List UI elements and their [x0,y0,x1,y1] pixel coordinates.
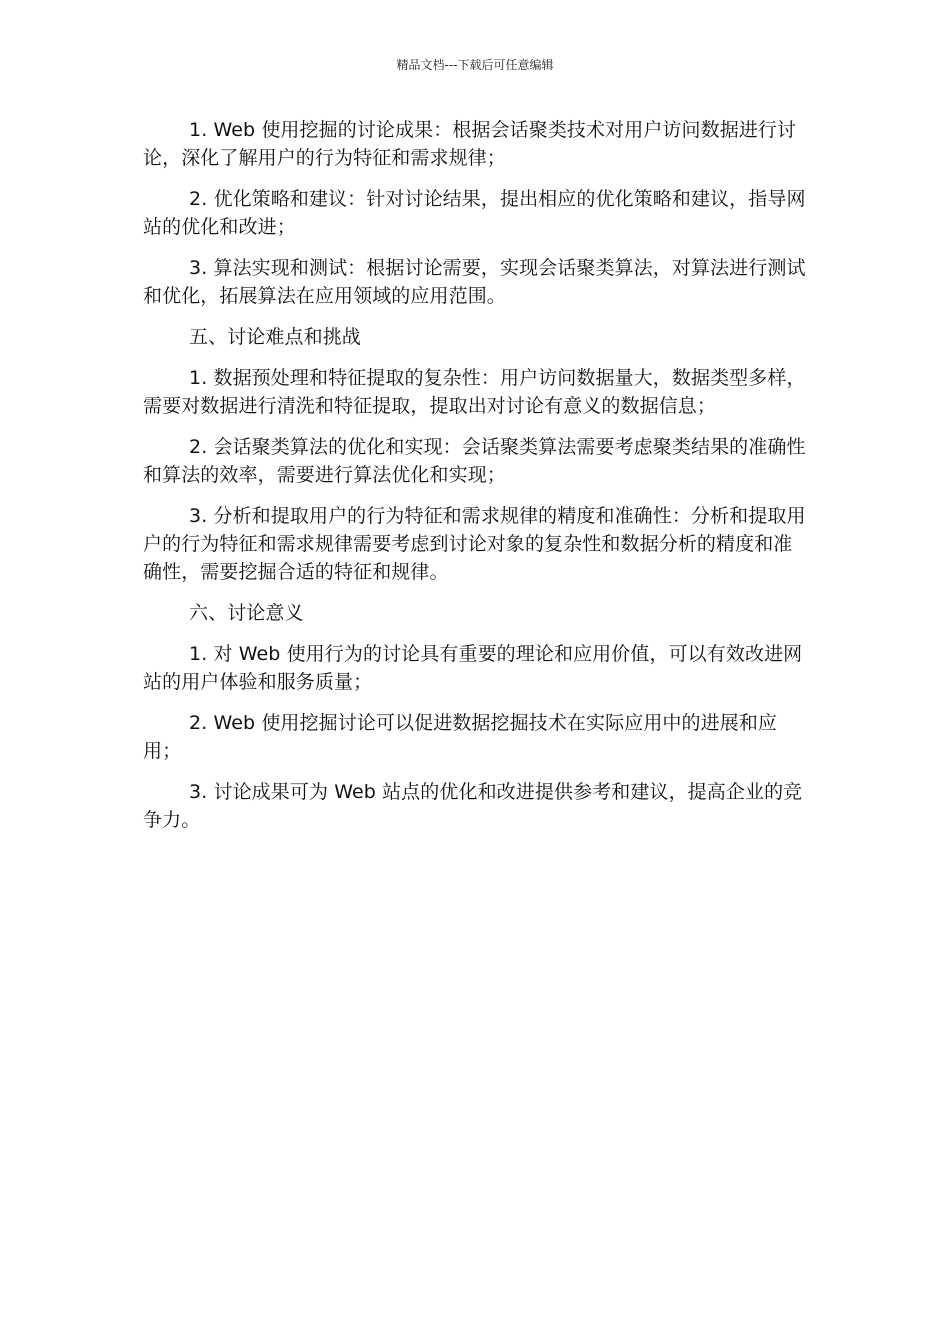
section-heading-challenges: 五、讨论难点和挑战 [189,326,361,348]
document-body [143,116,809,847]
paragraph-challenge-preprocessing: 1. 数据预处理和特征提取的复杂性：用户访问数据量大，数据类型多样，需要对数据进行清洗和特征提取，提取出对讨论有意义的数据信息； [143,367,806,417]
page-header: 精品文档---下载后可任意编辑 [396,58,554,72]
paragraph-outcome-research: 1. Web 使用挖掘的讨论成果：根据会话聚类技术对用户访问数据进行讨论，深化了解用户的行为特征和需求规律； [143,119,797,169]
paragraph-outcome-algorithm: 3. 算法实现和测试：根据讨论需要，实现会话聚类算法，对算法进行测试和优化，拓展算法在应用领域的应用范围。 [143,257,806,307]
paragraph-significance-technology: 2. Web 使用挖掘讨论可以促进数据挖掘技术在实际应用中的进展和应用； [143,712,778,762]
section-heading-significance: 六、讨论意义 [189,602,304,624]
paragraph-outcome-strategy: 2. 优化策略和建议：针对讨论结果，提出相应的优化策略和建议，指导网站的优化和改进； [143,188,806,238]
paragraph-challenge-accuracy: 3. 分析和提取用户的行为特征和需求规律的精度和准确性：分析和提取用户的行为特征和需求规律需要考虑到讨论对象的复杂性和数据分析的精度和准确性，需要挖掘合适的特征和规律。 [143,505,806,583]
paragraph-challenge-clustering: 2. 会话聚类算法的优化和实现：会话聚类算法需要考虑聚类结果的准确性和算法的效率，需要进行算法优化和实现； [143,436,806,486]
paragraph-significance-value: 1. 对 Web 使用行为的讨论具有重要的理论和应用价值，可以有效改进网站的用户体验和服务质量； [143,643,803,693]
paragraph-significance-competitiveness: 3. 讨论成果可为 Web 站点的优化和改进提供参考和建议，提高企业的竞争力。 [143,781,803,831]
